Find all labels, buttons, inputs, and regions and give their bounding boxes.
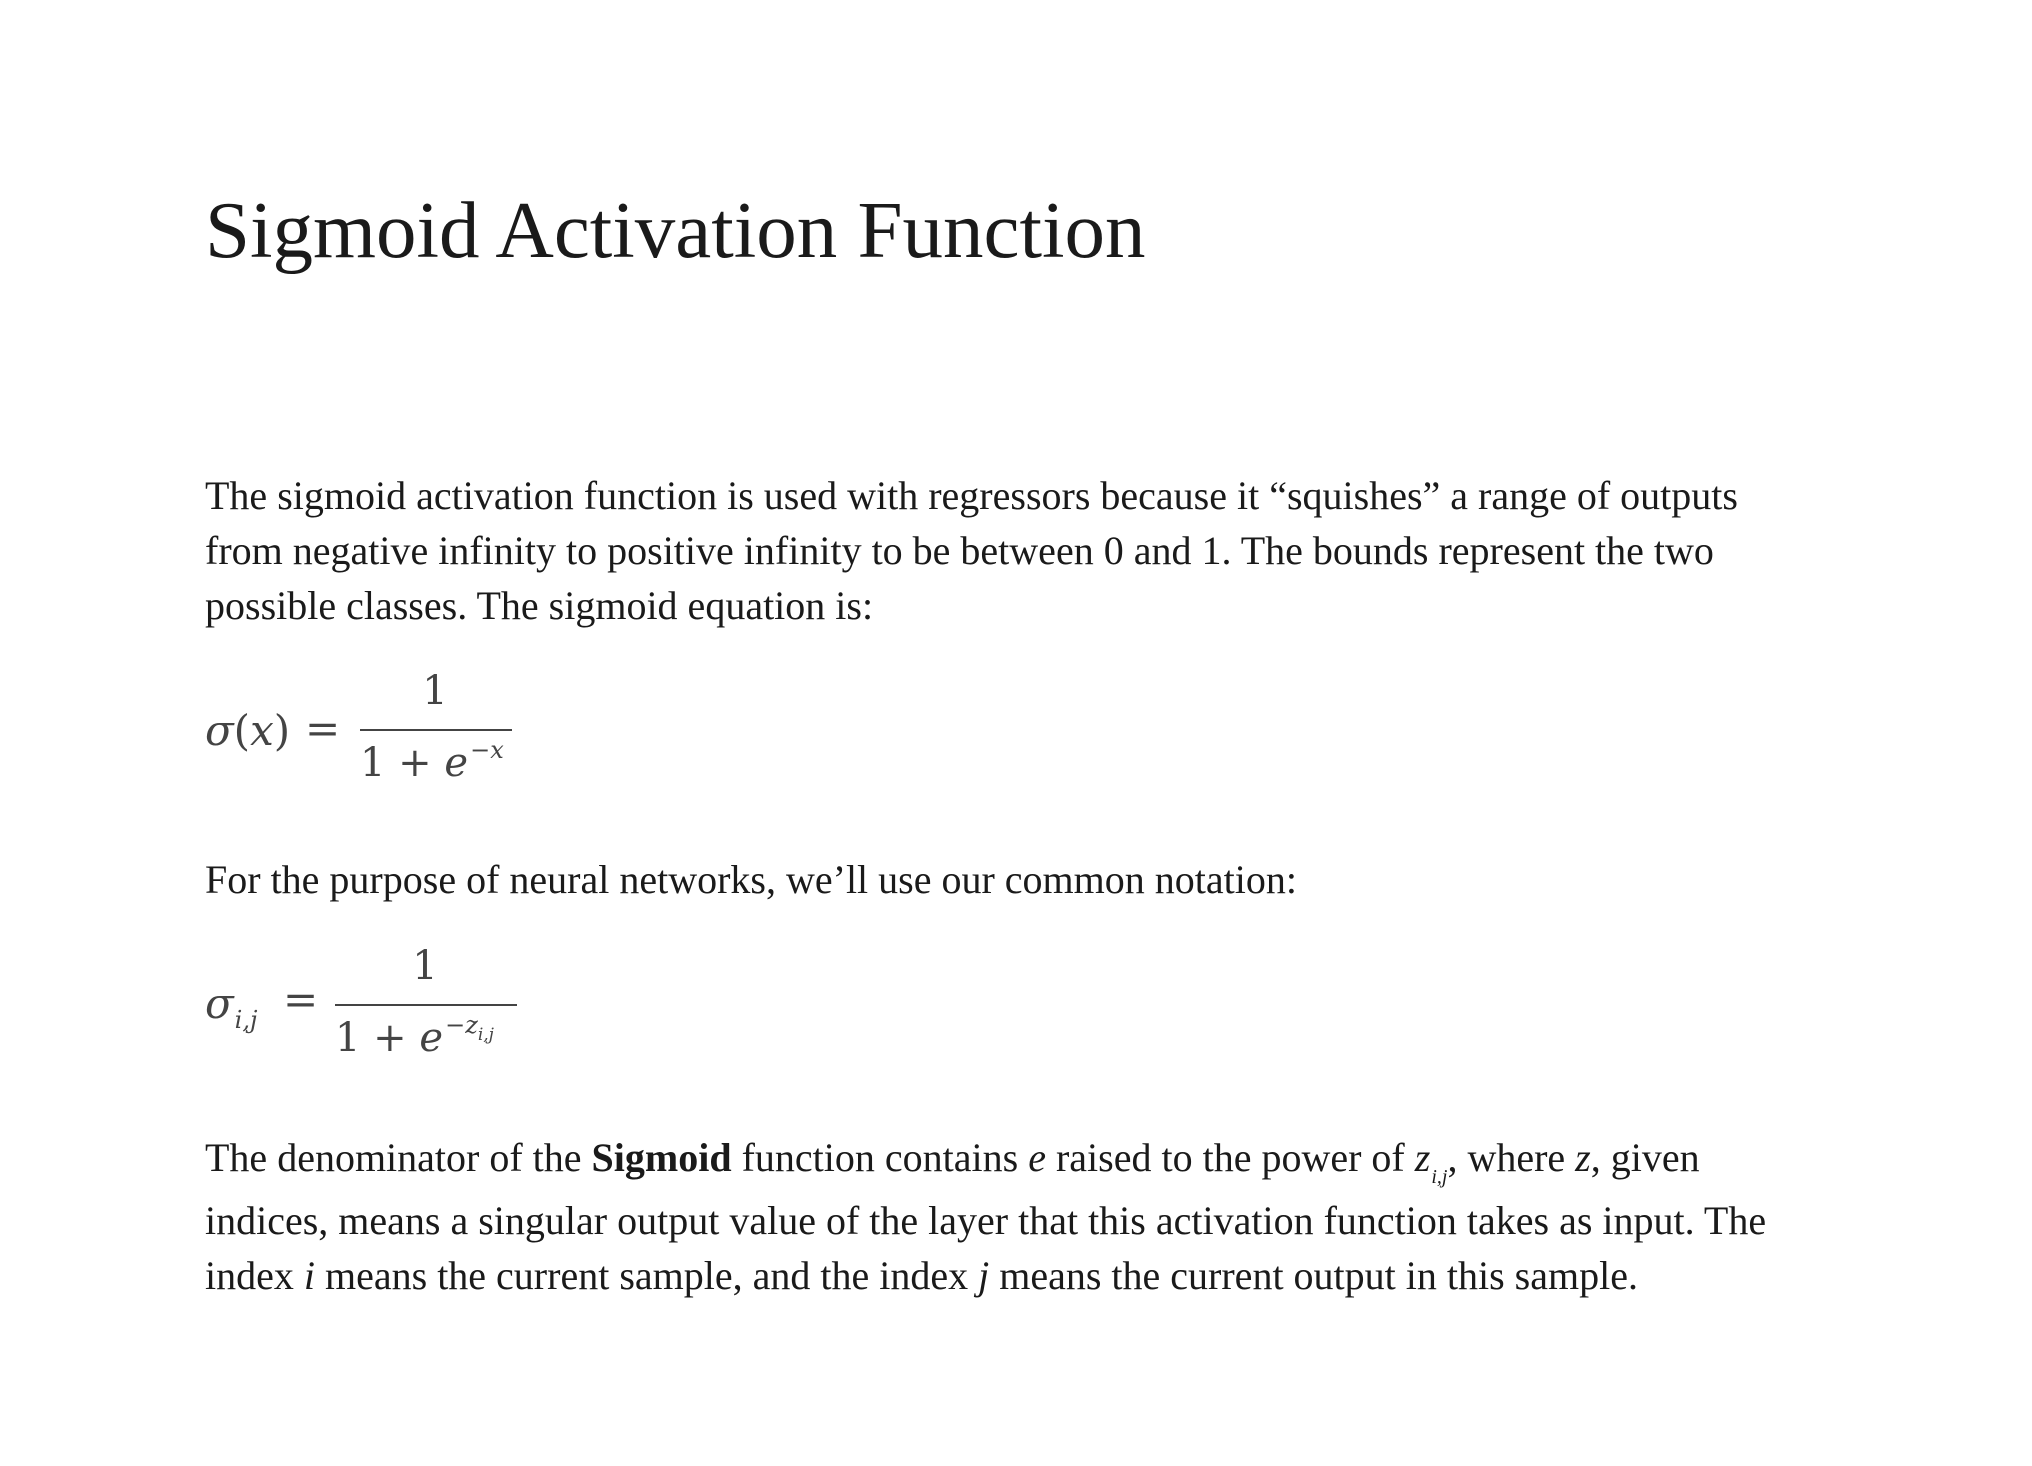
explanation-paragraph: [205, 1130, 1845, 1303]
notation-line: For the purpose of neural networks, we’ll use our common notation:: [205, 857, 1297, 902]
fraction-bar: [335, 1004, 517, 1006]
equation-denominator: $1 + e^{-z_{i,j}}$: [335, 1011, 494, 1061]
explanation-line-3: index i means the current sample, and the index j means the current output in this sample.: [205, 1253, 1638, 1298]
equation-numerator: 1: [422, 668, 448, 714]
intro-line-2: from negative infinity to positive infinity to be between 0 and 1. The bounds represent the two: [205, 528, 1714, 573]
page-title: Sigmoid Activation Function: [205, 185, 1146, 275]
fraction-bar: [360, 729, 512, 731]
equals-sign: =: [283, 975, 319, 1024]
intro-paragraph: [205, 468, 1845, 633]
equation-lhs: $\sigma_{i,j}$: [205, 979, 258, 1034]
equation-numerator: 1: [412, 943, 438, 989]
equation-denominator: $1 + e^{-x}$: [360, 736, 504, 786]
explanation-line-1: The denominator of the Sigmoid function contains e raised to the power of $z_{i,j}$, where z, given: [205, 1135, 1700, 1188]
explanation-line-2: indices, means a singular output value of the layer that this activation function takes as input. The: [205, 1198, 1767, 1243]
intro-line-3: possible classes. The sigmoid equation is:: [205, 583, 874, 628]
equals-sign: =: [305, 704, 341, 753]
notation-paragraph: [205, 852, 1845, 907]
equation-lhs: σ(x): [205, 706, 291, 755]
intro-line-1: The sigmoid activation function is used with regressors because it “squishes” a range of outputs: [205, 473, 1738, 518]
